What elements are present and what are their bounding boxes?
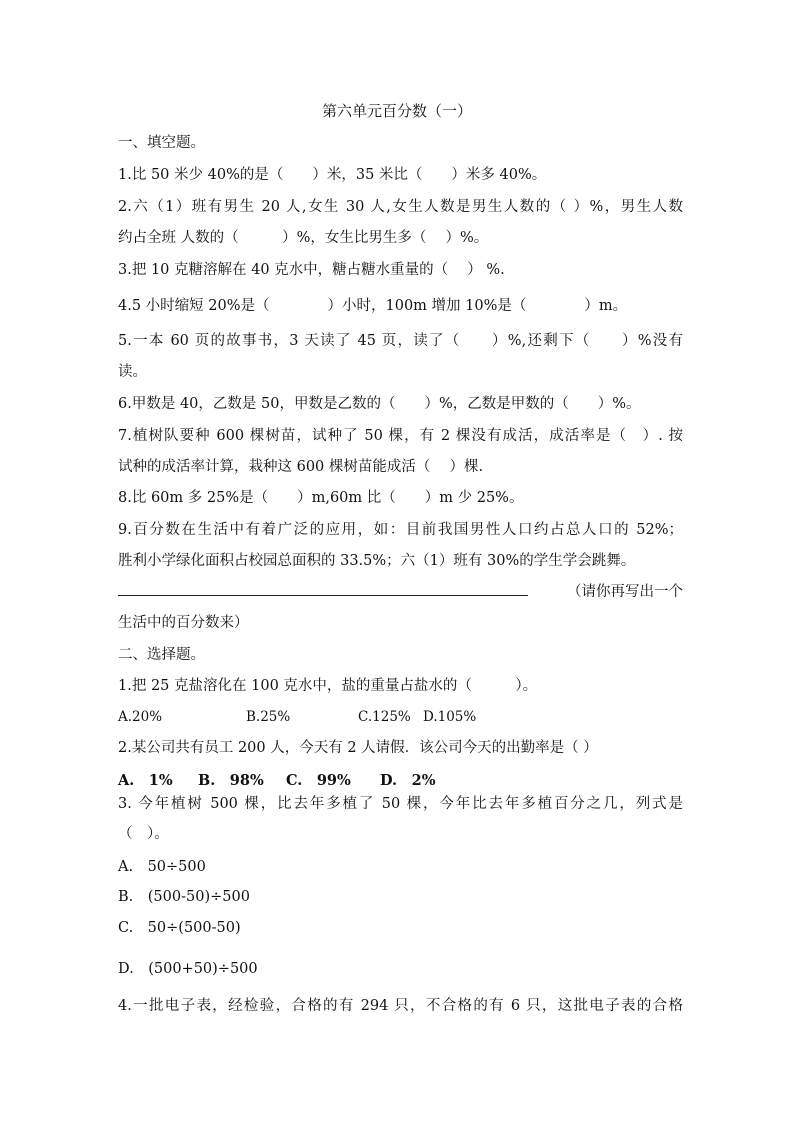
choice-1-option-c: C.125% bbox=[358, 709, 411, 725]
question-1: 1.比 50 米少 40%的是（ ）米，35 米比（ ）米多 40%。 bbox=[118, 167, 547, 183]
answer-blank-line bbox=[118, 595, 528, 596]
page-title: 第六单元百分数（一） bbox=[321, 102, 472, 120]
choice-3-option-d: D. (500+50)÷500 bbox=[118, 961, 258, 977]
question-8: 8.比 60m 多 25%是（ ）m,60m 比（ ）m 少 25%。 bbox=[118, 490, 524, 506]
choice-question-2: 2.某公司共有员工 200 人，今天有 2 人请假．该公司今天的出勤率是（ ） bbox=[118, 740, 598, 756]
choice-3-option-c: C. 50÷(500-50) bbox=[118, 920, 241, 936]
choice-question-4: 4.一批电子表，经检验，合格的有 294 只，不合格的有 6 只，这批电子表的合格 bbox=[118, 998, 683, 1014]
choice-2-option-d: D. 2% bbox=[380, 772, 436, 789]
choice-question-1: 1.把 25 克盐溶化在 100 克水中，盐的重量占盐水的（ ）。 bbox=[118, 678, 538, 694]
question-2-line-1: 2.六（1）班有男生 20 人,女生 30 人,女生人数是男生人数的（ ）%，男生人数 bbox=[118, 199, 683, 215]
question-7-line-2: 试种的成活率计算，栽种这 600 棵树苗能成活（ ）棵. bbox=[118, 459, 484, 475]
choice-2-option-c: C. 99% bbox=[286, 772, 351, 789]
question-9-line-4: 生活中的百分数来） bbox=[118, 615, 249, 631]
question-9-line-2: 胜利小学绿化面积占校园总面积的 33.5%；六（1）班有 30%的学生学会跳舞。 bbox=[118, 553, 636, 569]
choice-3-option-a: A. 50÷500 bbox=[118, 859, 206, 875]
choice-question-3-line-1: 3. 今年植树 500 棵，比去年多植了 50 棵，今年比去年多植百分之几，列式是 bbox=[118, 796, 683, 812]
choice-3-option-b: B. (500-50)÷500 bbox=[118, 889, 250, 905]
question-9-line-1: 9.百分数在生活中有着广泛的应用，如：目前我国男性人口约占总人口的 52%； bbox=[118, 522, 683, 538]
question-9-line-3-tail: （请你再写出一个 bbox=[567, 584, 683, 600]
question-5-line-1: 5.一本 60 页的故事书，3 天读了 45 页，读了（ ）%,还剩下（ ）%没有 bbox=[118, 333, 683, 349]
question-6: 6.甲数是 40，乙数是 50，甲数是乙数的（ ）%，乙数是甲数的（ ）%。 bbox=[118, 396, 641, 412]
choice-1-option-a: A.20% bbox=[118, 709, 163, 725]
choice-1-option-b: B.25% bbox=[246, 709, 291, 725]
question-7-line-1: 7.植树队要种 600 棵树苗，试种了 50 棵，有 2 棵没有成活，成活率是（ ）. 按 bbox=[118, 428, 683, 444]
question-3: 3.把 10 克糖溶解在 40 克水中，糖占糖水重量的（ ） %. bbox=[118, 262, 505, 278]
choice-2-option-a: A. 1% bbox=[118, 772, 173, 789]
choice-2-option-b: B. 98% bbox=[198, 772, 264, 789]
section-choice-heading: 二、选择题。 bbox=[118, 647, 205, 663]
question-2-line-2: 约占全班 人数的（ ）%，女生比男生多（ ）%。 bbox=[118, 230, 489, 246]
choice-1-option-d: D.105% bbox=[423, 709, 477, 725]
question-4: 4.5 小时缩短 20%是（ ）小时，100m 增加 10%是（ ）m。 bbox=[118, 298, 628, 314]
section-fill-blank-heading: 一、填空题。 bbox=[118, 135, 205, 151]
choice-question-3-line-2: （ ）。 bbox=[118, 826, 169, 842]
question-5-line-2: 读。 bbox=[118, 364, 147, 380]
